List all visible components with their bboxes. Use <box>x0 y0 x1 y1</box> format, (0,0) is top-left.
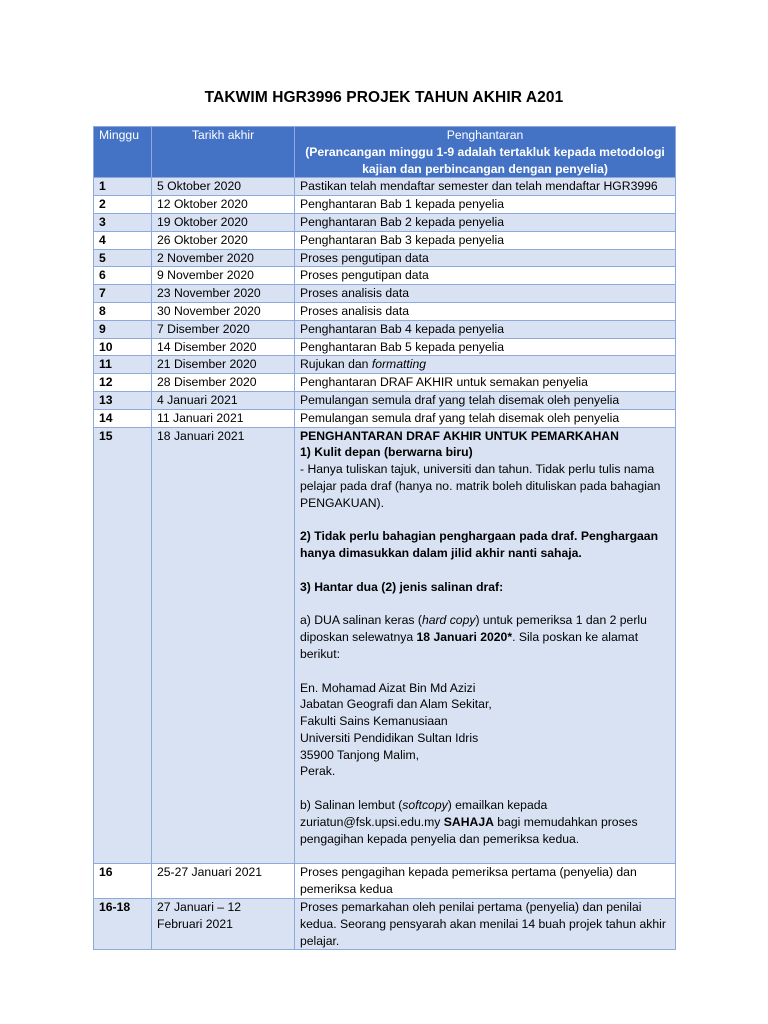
table-header-row <box>94 127 676 178</box>
table-row <box>94 213 676 231</box>
table-row <box>94 899 676 950</box>
table-row <box>94 196 676 214</box>
table-row <box>94 231 676 249</box>
week-cell: 1 <box>94 178 152 196</box>
task-cell: Pemulangan semula draf yang telah disemak oleh penyelia <box>295 391 676 409</box>
task-cell: Penghantaran Bab 5 kepada penyelia <box>295 338 676 356</box>
week-cell: 6 <box>94 267 152 285</box>
soft-copy-instruction <box>300 797 670 847</box>
hard-copy-italic: hard copy <box>421 613 476 628</box>
date-cell: 19 Oktober 2020 <box>152 213 295 231</box>
week-cell: 3 <box>94 213 152 231</box>
final-draft-heading: PENGHANTARAN DRAF AKHIR UNTUK PEMARKAHAN <box>300 428 619 443</box>
date-cell: 18 Januari 2021 <box>152 427 295 864</box>
hard-copy-text-c: . Sila poskan ke alamat berikut: <box>300 630 639 661</box>
date-cell: 4 Januari 2021 <box>152 391 295 409</box>
task-cell: Pemulangan semula draf yang telah disemak oleh penyelia <box>295 409 676 427</box>
task-cell: Penghantaran Bab 2 kepada penyelia <box>295 213 676 231</box>
task-cell: Penghantaran Bab 1 kepada penyelia <box>295 196 676 214</box>
task-cell: Pastikan telah mendaftar semester dan telah mendaftar HGR3996 <box>295 178 676 196</box>
week-cell: 10 <box>94 338 152 356</box>
task-cell: Proses pemarkahan oleh penilai pertama (penyelia) dan penilai kedua. Seorang pensyarah akan menilai 14 buah projek tahun akhir pelajar. <box>295 899 676 950</box>
week-cell: 4 <box>94 231 152 249</box>
week-cell: 14 <box>94 409 152 427</box>
week-cell: 16 <box>94 864 152 899</box>
table-row <box>94 409 676 427</box>
soft-copy-only: SAHAJA <box>443 814 494 829</box>
address-line: 35900 Tanjong Malim, <box>300 747 420 762</box>
week-cell: 8 <box>94 302 152 320</box>
table-row <box>94 302 676 320</box>
date-cell: 26 Oktober 2020 <box>152 231 295 249</box>
address-line: Universiti Pendidikan Sultan Idris <box>300 730 479 745</box>
task-cell <box>295 356 676 374</box>
table-row <box>94 249 676 267</box>
table-body <box>94 178 676 950</box>
task-cell: Penghantaran Bab 3 kepada penyelia <box>295 231 676 249</box>
task-cell <box>295 427 676 864</box>
task-cell: Proses pengutipan data <box>295 249 676 267</box>
task-cell: Proses analisis data <box>295 302 676 320</box>
week-cell: 5 <box>94 249 152 267</box>
table-row <box>94 338 676 356</box>
task-text: Rujukan dan <box>300 357 372 372</box>
date-cell: 27 Januari – 12 Februari 2021 <box>152 899 295 950</box>
date-cell: 5 Oktober 2020 <box>152 178 295 196</box>
cover-text: - Hanya tuliskan tajuk, universiti dan tahun. Tidak perlu tulis nama pelajar pada draf (hanya no. matrik boleh dituliskan pada bahagian PENGAKUAN). <box>300 462 661 510</box>
date-cell: 11 Januari 2021 <box>152 409 295 427</box>
task-cell: Penghantaran DRAF AKHIR untuk semakan penyelia <box>295 374 676 392</box>
table-row <box>94 374 676 392</box>
date-cell: 25-27 Januari 2021 <box>152 864 295 899</box>
cover-heading: 1) Kulit depan (berwarna biru) <box>300 445 473 460</box>
table-row <box>94 285 676 303</box>
copies-heading: 3) Hantar dua (2) jenis salinan draf: <box>300 579 504 594</box>
date-cell: 30 November 2020 <box>152 302 295 320</box>
date-cell: 7 Disember 2020 <box>152 320 295 338</box>
week-cell: 9 <box>94 320 152 338</box>
week-cell: 11 <box>94 356 152 374</box>
hard-copy-instruction <box>300 612 670 662</box>
hard-copy-deadline: 18 Januari 2020* <box>416 630 513 645</box>
header-week: Minggu <box>94 127 152 178</box>
task-cell: Penghantaran Bab 4 kepada penyelia <box>295 320 676 338</box>
header-deadline: Tarikh akhir <box>152 127 295 178</box>
task-text-italic: formatting <box>371 357 427 372</box>
week-cell: 15 <box>94 427 152 864</box>
soft-copy-text-a: b) Salinan lembut ( <box>300 798 403 813</box>
date-cell: 23 November 2020 <box>152 285 295 303</box>
header-submission-label: Penghantaran <box>446 128 524 142</box>
table-row <box>94 178 676 196</box>
header-submission-note: (Perancangan minggu 1-9 adalah tertakluk kepada metodologi kajian dan perbincangan dengan penyelia) <box>305 144 665 176</box>
soft-copy-italic: softcopy <box>402 798 448 813</box>
header-submission <box>295 127 676 178</box>
table-row <box>94 267 676 285</box>
table-row-week15 <box>94 427 676 864</box>
date-cell: 28 Disember 2020 <box>152 374 295 392</box>
week-cell: 2 <box>94 196 152 214</box>
date-cell: 14 Disember 2020 <box>152 338 295 356</box>
address-line: Fakulti Sains Kemanusiaan <box>300 714 448 729</box>
soft-copy-text-b: ) emailkan kepada zuriatun@fsk.upsi.edu.my <box>300 798 548 829</box>
task-cell: Proses pengagihan kepada pemeriksa pertama (penyelia) dan pemeriksa kedua <box>295 864 676 899</box>
address-line: Perak. <box>300 764 336 779</box>
table-row <box>94 320 676 338</box>
table-row <box>94 356 676 374</box>
task-cell: Proses analisis data <box>295 285 676 303</box>
address-line: Jabatan Geografi dan Alam Sekitar, <box>300 697 492 712</box>
soft-copy-text-c: bagi memudahkan proses pengagihan kepada penyelia dan pemeriksa kedua. <box>300 814 638 846</box>
hard-copy-text-b: ) untuk pemeriksa 1 dan 2 perlu diposkan selewatnya <box>300 613 647 645</box>
week-cell: 13 <box>94 391 152 409</box>
page-title: TAKWIM HGR3996 PROJEK TAHUN AKHIR A201 <box>204 89 564 106</box>
table-row <box>94 391 676 409</box>
week-cell: 16-18 <box>94 899 152 950</box>
table-row <box>94 864 676 899</box>
week-cell: 7 <box>94 285 152 303</box>
date-cell: 12 Oktober 2020 <box>152 196 295 214</box>
hard-copy-text-a: a) DUA salinan keras ( <box>300 613 422 628</box>
task-cell: Proses pengutipan data <box>295 267 676 285</box>
week-cell: 12 <box>94 374 152 392</box>
schedule-table <box>93 126 676 950</box>
date-cell: 9 November 2020 <box>152 267 295 285</box>
date-cell: 21 Disember 2020 <box>152 356 295 374</box>
address-line: En. Mohamad Aizat Bin Md Azizi <box>300 680 476 695</box>
date-cell: 2 November 2020 <box>152 249 295 267</box>
acknowledgement-note: 2) Tidak perlu bahagian penghargaan pada draf. Penghargaan hanya dimasukkan dalam jilid akhir nanti sahaja. <box>300 529 659 561</box>
